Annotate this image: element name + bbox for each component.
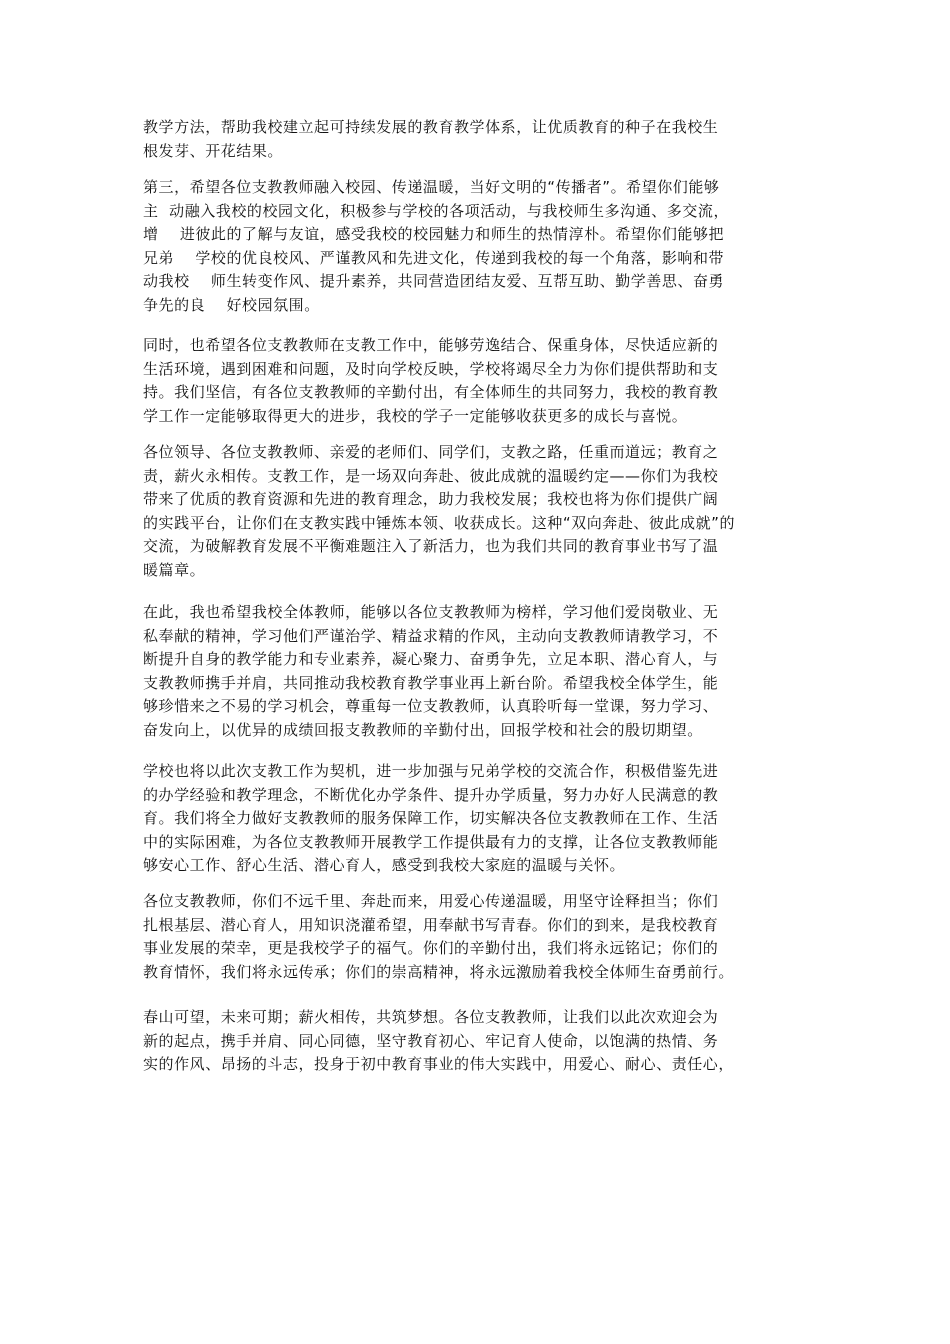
text-line: 增 进彼此的了解与友谊，感受我校的校园魅力和师生的热情淳朴。希望你们能够把 bbox=[143, 225, 725, 243]
paragraph-staff-students bbox=[143, 601, 718, 742]
text-line: 暖篇章。 bbox=[143, 560, 206, 579]
text-line: 各位领导、各位支教教师、亲爱的老师们、同学们，支教之路，任重而道远；教育之 bbox=[143, 443, 719, 461]
text-line: 的实践平台，让你们在支教实践中锤炼本领、收获成长。这种“双向奔赴、彼此成就”的 bbox=[143, 513, 735, 532]
text-line: 学校也将以此次支教工作为契机，进一步加强与兄弟学校的交流合作，积极借鉴先进 bbox=[143, 762, 719, 780]
text-line: 在此，我也希望我校全体教师，能够以各位支教教师为榜样，学习他们爱岗敬业、无 bbox=[143, 603, 719, 621]
text-line: 教学方法，帮助我校建立起可持续发展的教育教学体系，让优质教育的种子在我校生 bbox=[143, 118, 719, 136]
text-line: 扎根基层、潜心育人，用知识浇灌希望，用奉献书写青春。你们的到来，是我校教育 bbox=[143, 915, 719, 934]
text-line: 主 动融入我校的校园文化，积极参与学校的各项活动，与我校师生多沟通、多交流， bbox=[143, 201, 729, 220]
paragraph-health-wishes bbox=[143, 334, 718, 428]
paragraph-teaching-methods bbox=[143, 116, 718, 163]
text-line: 责，薪火永相传。支教工作，是一场双向奔赴、彼此成就的温暖约定——你们为我校 bbox=[143, 466, 719, 485]
paragraph-closing-vision bbox=[143, 1006, 734, 1077]
text-line: 私奉献的精神，学习他们严谨治学、精益求精的作风，主动向支教教师请教学习，不 bbox=[143, 626, 719, 645]
paragraph-two-way-exchange bbox=[143, 441, 735, 582]
paragraph-third-point bbox=[143, 176, 729, 317]
text-line: 中的实际困难，为各位支教教师开展教学工作提供最有力的支撑，让各位支教教师能 bbox=[143, 832, 719, 851]
text-line: 同时，也希望各位支教教师在支教工作中，能够劳逸结合、保重身体，尽快适应新的 bbox=[143, 336, 719, 354]
text-line: 兄弟 学校的优良校风、严谨教风和先进文化，传递到我校的每一个角落，影响和带 bbox=[143, 248, 725, 267]
text-line: 够珍惜来之不易的学习机会，尊重每一位支教教师，认真聆听每一堂课，努力学习、 bbox=[143, 697, 719, 715]
text-line: 够安心工作、舒心生活、潜心育人，感受到我校大家庭的温暖与关怀。 bbox=[143, 856, 626, 874]
text-line: 各位支教教师，你们不远千里、奔赴而来，用爱心传递温暖，用坚守诠释担当；你们 bbox=[143, 892, 719, 910]
paragraph-school-commitment bbox=[143, 760, 718, 878]
text-line: 新的起点，携手并肩、同心同德，坚守教育初心、牢记育人使命，以饱满的热情、务 bbox=[143, 1031, 719, 1050]
text-line: 教育情怀，我们将永远传承；你们的崇高精神，将永远激励着我校全体师生奋勇前行。 bbox=[143, 962, 734, 981]
text-line: 动我校 师生转变作风、提升素养，共同营造团结友爱、互帮互助、勤学善思、奋勇 bbox=[143, 272, 725, 290]
text-line: 学工作一定能够取得更大的进步，我校的学子一定能够收获更多的成长与喜悦。 bbox=[143, 406, 688, 425]
paragraph-gratitude bbox=[143, 890, 734, 984]
text-line: 支教教师携手并肩，共同推动我校教育教学事业再上新台阶。希望我校全体学生，能 bbox=[143, 673, 719, 692]
text-line: 生活环境，遇到困难和问题，及时向学校反映，学校将竭尽全力为你们提供帮助和支 bbox=[143, 359, 719, 378]
text-line: 持。我们坚信，有各位支教教师的辛勤付出，有全体师生的共同努力，我校的教育教 bbox=[143, 383, 719, 401]
text-line: 事业发展的荣幸，更是我校学子的福气。你们的辛勤付出，我们将永远铭记；你们的 bbox=[143, 939, 719, 957]
text-line: 育。我们将全力做好支教教师的服务保障工作，切实解决各位支教教师在工作、生活 bbox=[143, 809, 719, 827]
text-line: 交流，为破解教育发展不平衡难题注入了新活力，也为我们共同的教育事业书写了温 bbox=[143, 537, 719, 555]
text-line: 断提升自身的教学能力和专业素养，凝心聚力、奋勇争先，立足本职、潜心育人，与 bbox=[143, 650, 719, 668]
text-line: 春山可望，未来可期；薪火相传，共筑梦想。各位支教教师，让我们以此次欢迎会为 bbox=[143, 1008, 719, 1026]
text-line: 奋发向上，以优异的成绩回报支教教师的辛勤付出，回报学校和社会的殷切期望。 bbox=[143, 720, 703, 739]
text-line: 争先的良 好校园氛围。 bbox=[143, 295, 320, 314]
text-line: 实的作风、昂扬的斗志，投身于初中教育事业的伟大实践中，用爱心、耐心、责任心， bbox=[143, 1055, 734, 1073]
text-line: 根发芽、开花结果。 bbox=[143, 141, 283, 160]
text-line: 的办学经验和教学理念，不断优化办学条件、提升办学质量，努力办好人民满意的教 bbox=[143, 785, 719, 804]
text-line: 带来了优质的教育资源和先进的教育理念，助力我校发展；我校也将为你们提供广阔 bbox=[143, 490, 719, 508]
text-line: 第三，希望各位支教教师融入校园、传递温暖，当好文明的“传播者”。希望你们能够 bbox=[143, 178, 720, 196]
